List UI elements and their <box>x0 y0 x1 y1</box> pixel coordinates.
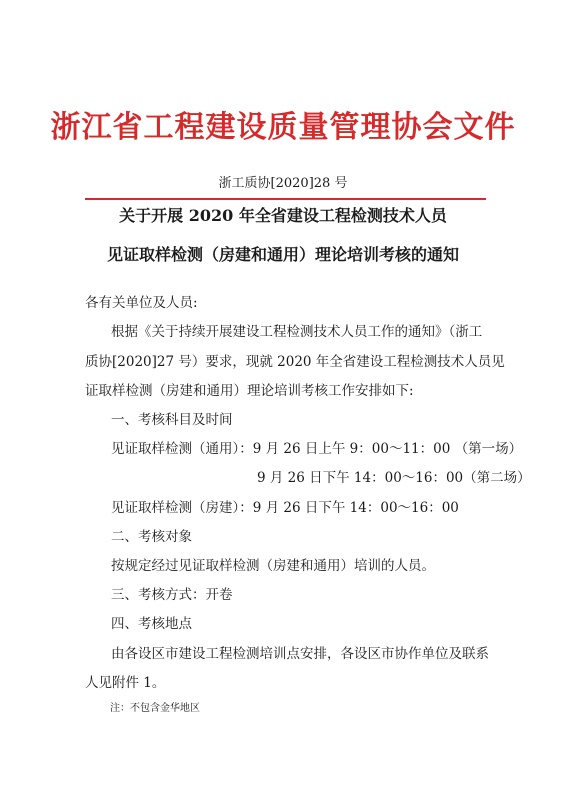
paragraph-1-line-3: 证取样检测（房建和通用）理论培训考核工作安排如下: <box>85 383 414 399</box>
paragraph-1-line-1: 根据《关于持续开展建设工程检测技术人员工作的通知》（浙工 <box>111 324 483 340</box>
schedule-row-general-2: 9 月 26 日下午 14：00～16：00（第二场） <box>257 470 531 486</box>
location-text-line-1: 由各设区市建设工程检测培训点安排，各设区市协作单位及联系 <box>111 646 489 662</box>
schedule-row-building: 见证取样检测（房建）：9 月 26 日下午 14：00～16：00 <box>111 500 459 516</box>
location-text-line-2: 人见附件 1。 <box>85 675 166 691</box>
section-4-heading: 四、考核地点 <box>111 616 192 632</box>
section-3-heading: 三、考核方式：开卷 <box>111 587 233 603</box>
target-participants-text: 按规定经过见证取样检测（房建和通用）培训的人员。 <box>111 558 435 574</box>
red-divider-line <box>85 198 486 200</box>
paragraph-1-line-2: 质协[2020]27 号）要求，现就 2020 年全省建设工程检测技术人员见 <box>85 354 505 370</box>
section-2-heading: 二、考核对象 <box>111 529 192 545</box>
section-1-heading: 一、考核科目及时间 <box>111 412 233 428</box>
document-number: 浙工质协[2020]28 号 <box>218 176 348 191</box>
notice-title-line-1: 关于开展 2020 年全省建设工程检测技术人员 <box>119 206 447 225</box>
footnote: 注：不包含金华地区 <box>110 703 200 714</box>
document-header-title: 浙江省工程建设质量管理协会文件 <box>50 110 516 145</box>
schedule-row-general-1: 见证取样检测（通用）：9 月 26 日上午 9：00～11：00 （第一场） <box>111 441 523 457</box>
notice-title-line-2: 见证取样检测（房建和通用）理论培训考核的通知 <box>106 245 459 264</box>
salutation: 各有关单位及人员: <box>85 295 198 311</box>
